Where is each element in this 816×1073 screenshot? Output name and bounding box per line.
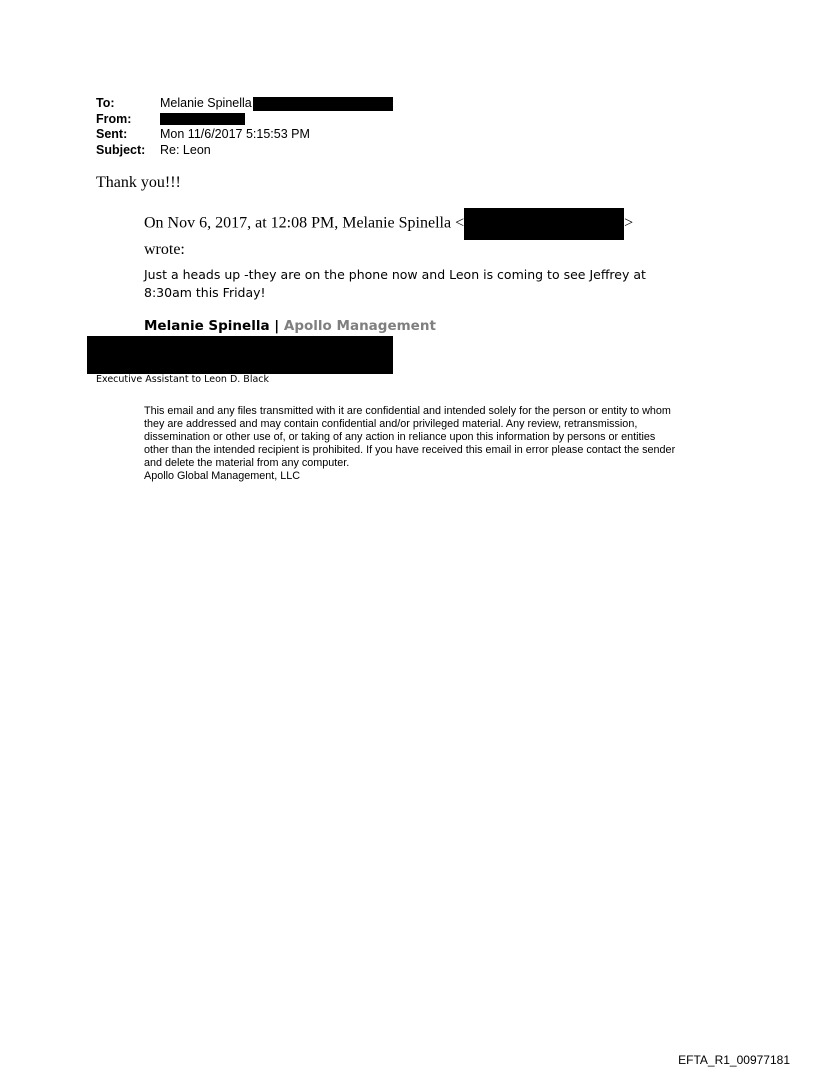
signature-line (144, 318, 436, 334)
quoted-message: Just a heads up -they are on the phone now and Leon is coming to see Jeffrey at 8:30am this Friday! (144, 267, 646, 300)
sent-label: Sent: (96, 127, 128, 141)
email-header (96, 96, 393, 158)
attribution-wrote: wrote: (144, 241, 185, 258)
to-label: To: (96, 96, 115, 110)
subject-row (96, 143, 393, 159)
redaction-to-email (253, 97, 393, 111)
disclaimer-text: This email and any files transmitted with it are confidential and intended solely for the person or entity to whom they are addressed and may contain confidential and/or privileged material. Any review, retransmission, dissemination or other use of, or taking of any action in reliance upon this information by persons or entities other than the intended recipient is prohibited. If you have received this email in error please contact the sender and delete the material from any computer. (144, 405, 676, 469)
attribution-prefix: On Nov 6, 2017, at 12:08 PM, Melanie Spinella < (144, 214, 465, 232)
reply-text: Thank you!!! (96, 174, 181, 191)
signature-title: Executive Assistant to Leon D. Black (96, 374, 270, 385)
from-row (96, 112, 393, 128)
attribution-suffix: > (624, 214, 634, 232)
to-row (96, 96, 393, 112)
signature-company: Apollo Management (283, 318, 436, 334)
sent-row (96, 127, 393, 143)
to-name: Melanie Spinella (160, 96, 252, 110)
to-value (160, 96, 393, 112)
subject-value: Re: Leon (160, 142, 211, 157)
confidentiality-disclaimer (144, 405, 679, 483)
document-id: EFTA_R1_00977181 (678, 1053, 790, 1067)
quote-attribution (144, 208, 644, 259)
from-label: From: (96, 111, 132, 126)
sent-value: Mon 11/6/2017 5:15:53 PM (160, 127, 310, 141)
subject-label: Subject: (96, 142, 146, 157)
redaction-sender-email (464, 208, 624, 240)
signature-name: Melanie Spinella | (144, 318, 280, 334)
redaction-signature-block (87, 336, 393, 374)
redaction-from (160, 113, 245, 125)
disclaimer-company: Apollo Global Management, LLC (144, 470, 301, 482)
